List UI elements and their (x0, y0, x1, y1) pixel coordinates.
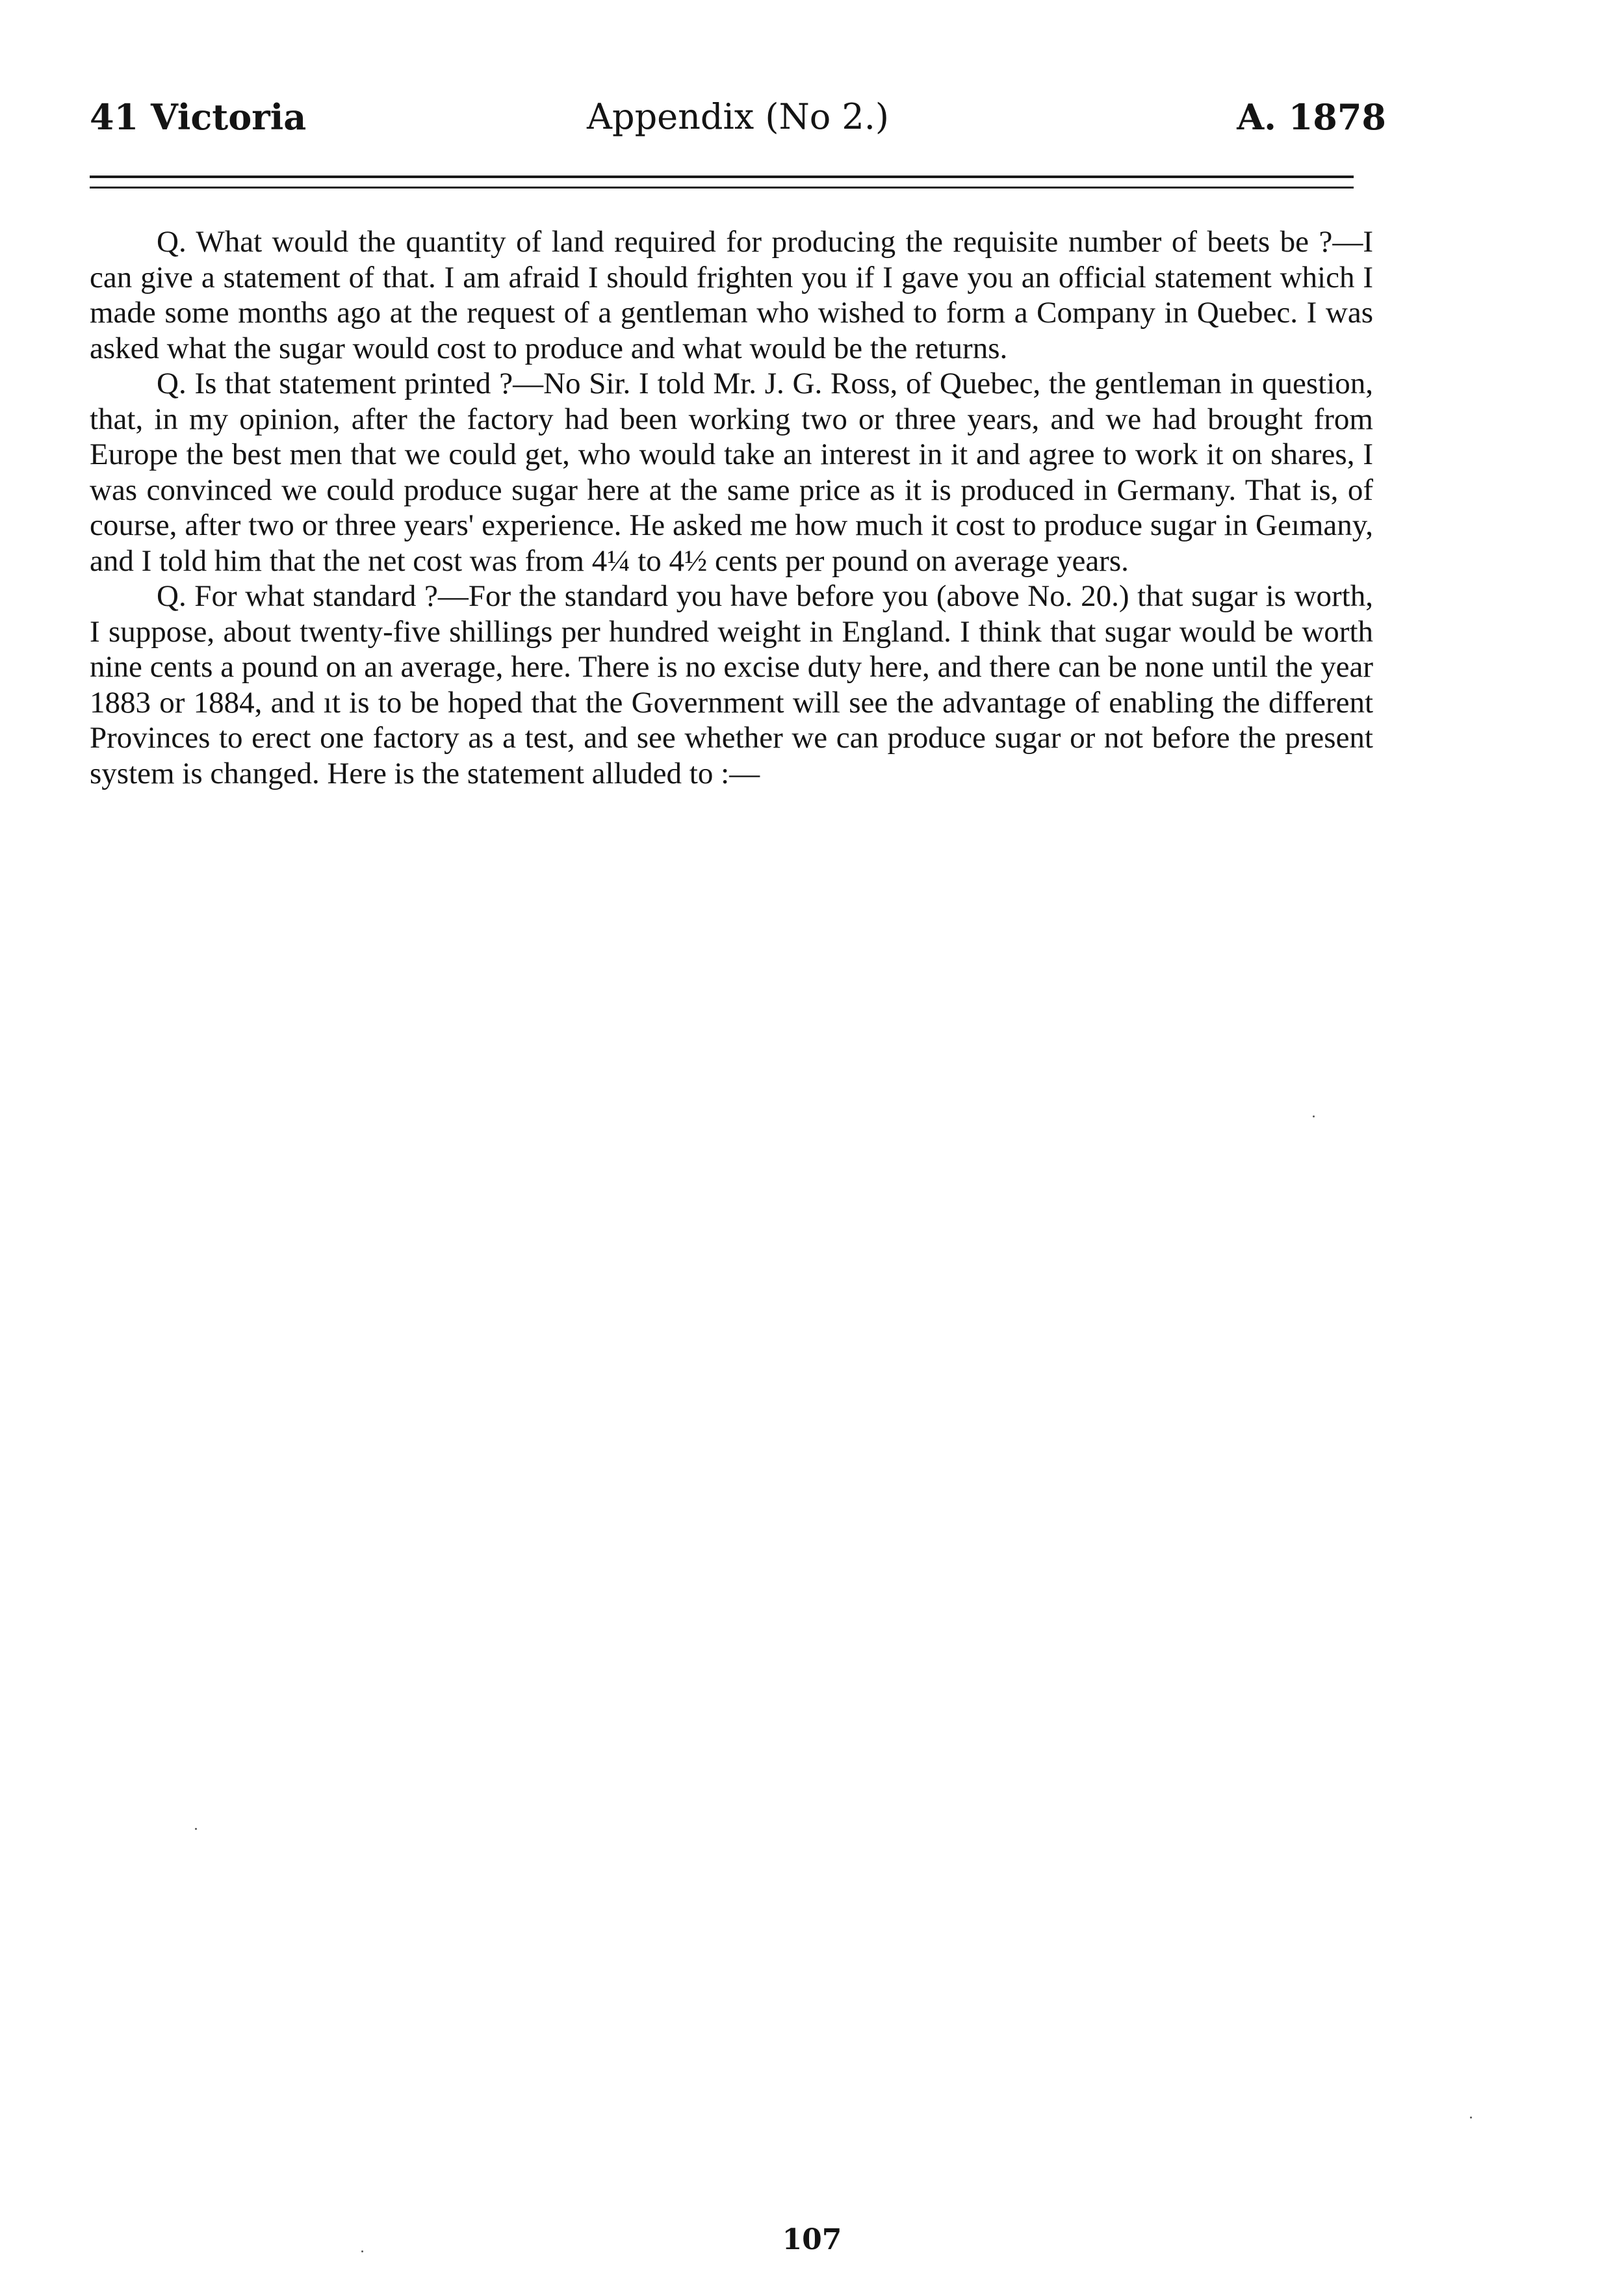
paragraph-land-question: Q. What would the quantity of land required for producing the requisite number of beets be ?—I can give a statement of that. I am afraid I should frighten you if I gave you an official statement which I made some months ago at the request of a gentleman who wished to form a Company in Quebec. I was asked what the sugar would cost to produce and what would be the returns. (90, 225, 1373, 365)
header-appendix: Appendix (No 2.) (587, 96, 889, 137)
paragraph-standard-question: Q. For what standard ?—For the standard you have before you (above No. 20.) that sugar is worth, I suppose, about twenty-five shillings per hundred weight in England. I think that sugar would be worth nine cents a pound on an average, here. There is no excise duty here, and there can be none until the year 1883 or 1884, and ıt is to be hoped that the Government will see the advantage of enabling the different Provinces to erect one factory as a test, and see whether we can produce sugar or not before the present system is changed. Here is the statement alluded to :— (90, 579, 1373, 790)
page-number: 107 (782, 2223, 842, 2256)
header-rule-thin (90, 187, 1354, 189)
paper-speck (1313, 1115, 1315, 1117)
running-header (90, 91, 1386, 143)
body-text (90, 224, 1373, 791)
header-rule-thick (90, 176, 1354, 178)
header-year: A. 1878 (1237, 96, 1386, 138)
paragraph-statement-question: Q. Is that statement printed ?—No Sir. I told Mr. J. G. Ross, of Quebec, the gentleman in question, that, in my opinion, after the factory had been working two or three years, and we had brought from Europe the best men that we could get, who would take an interest in it and agree to work it on shares, I was convinced we could produce sugar here at the same price as it is produced in Germany. That is, of course, after two or three years' experience. He asked me how much it cost to produce sugar in Geımany, and I told him that the net cost was from 4¼ to 4½ cents per pound on average years. (90, 367, 1373, 578)
paper-speck (195, 1828, 197, 1830)
header-session: 41 Victoria (90, 96, 307, 138)
paper-speck (1470, 2117, 1472, 2118)
paper-speck (361, 2250, 363, 2252)
